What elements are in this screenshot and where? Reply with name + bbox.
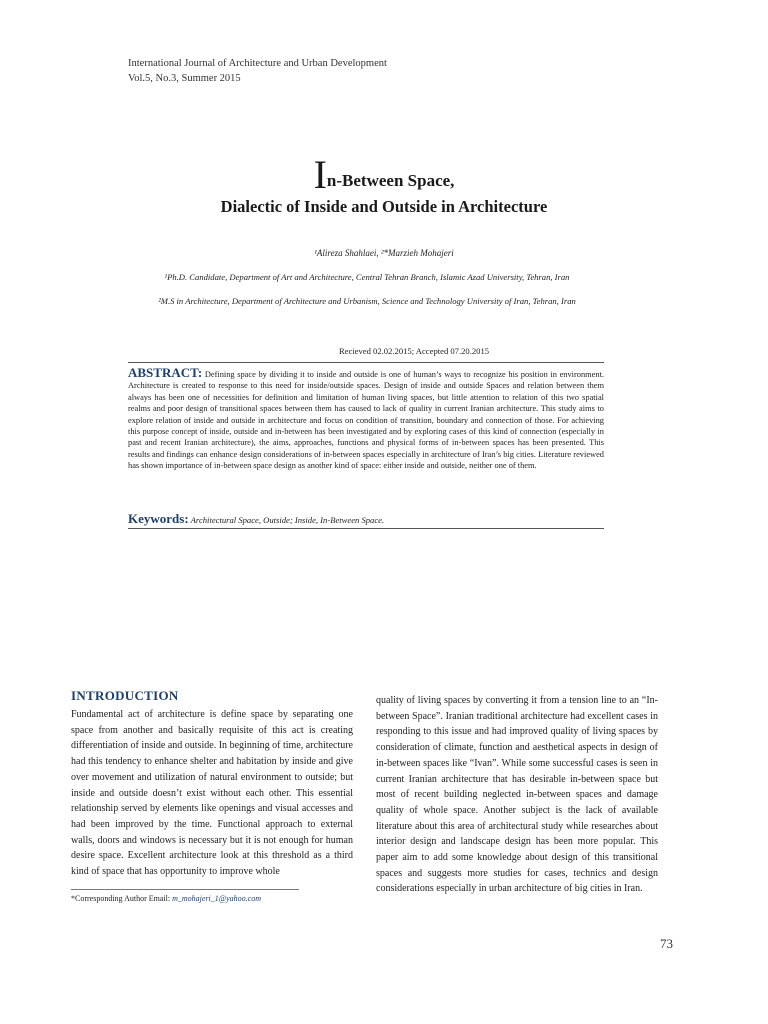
- title-drop-cap: I: [313, 152, 327, 197]
- authors: ¹Alireza Shahlaei, ²*Marzieh Mohajeri: [314, 248, 454, 258]
- keywords-label: Keywords:: [128, 511, 189, 526]
- body-column-left: Fundamental act of architecture is define space by separating one space from another and basically requisite of this act is creating differentiation of inside and outside. In beginning of time, architecture had this tendency to enhance shelter and habitation by inside and give over movement and utilization of natural environment to outside; but inside and outside doesn’t exist without each other. This essential relationship served by elements like openings and visual accesses and had been improved by the time. Functional approach to external walls, doors and windows is necessary but it is not enough for human desire space. Excellent architecture look at this threshold as a third kind of space that has opportunity to improve whole: [71, 709, 353, 878]
- volume-info: Vol.5, No.3, Summer 2015: [128, 73, 241, 84]
- received-accepted-dates: Recieved 02.02.2015; Accepted 07.20.2015: [338, 346, 490, 356]
- abstract: [128, 367, 604, 472]
- corresponding-email-link[interactable]: m_mohajeri_1@yahoo.com: [172, 894, 262, 903]
- affiliation-2: ²M.S in Architecture, Department of Architecture and Urbanism, Science and Technology University of Iran, Tehran, Iran: [158, 296, 576, 306]
- footnote-label: *Corresponding Author Email:: [71, 894, 173, 903]
- paper-title: [128, 152, 640, 219]
- keywords-bottom-rule: [128, 528, 604, 529]
- abstract-label: ABSTRACT:: [128, 365, 203, 380]
- page-number: 73: [660, 936, 673, 951]
- keywords-text: Architectural Space, Outside; Inside, In-Between Space.: [190, 515, 385, 525]
- keywords: [128, 511, 604, 527]
- footnote-rule: [71, 889, 299, 890]
- abstract-top-rule: [128, 362, 604, 363]
- title-line-1: [128, 152, 640, 197]
- affiliation-1: ¹Ph.D. Candidate, Department of Art and Architecture, Central Tehran Branch, Islamic Azad University, Tehran, Iran: [164, 272, 570, 282]
- title-line-1-rest: n-Between Space,: [326, 171, 455, 190]
- abstract-text: Defining space by dividing it to inside and outside is one of human’s ways to recognize his position in environment. Architecture is created to response to this need for inside/outside spaces. Design of inside and outside Spaces and relation between them always has been one of necessities for definition and limitation of human living spaces, but little attention to relation of this two spatial realms and poor design of transitional spaces between them has caused to lack of quality in current Iranian architecture. This study aims to explore relation of inside and outside in architecture and focus on condition of transition, boundary and connection of those. For achieving this purpose concept of inside, outside and in-between has been investigated and by exploring cases of this kind of connection (especially in past and recent Iranian architecture), the aims, approaches, functions and physical forms of in-between spaces has been presented. This results and findings can enhance design considerations of in-between spaces especially in architecture of Iran’s big cities. Literature reviewed has shown importance of in-between space design as another kind of space: either inside and outside, neither one of them.: [128, 370, 604, 471]
- title-line-2: Dialectic of Inside and Outside in Architecture: [220, 197, 548, 216]
- footnote: [71, 894, 261, 903]
- journal-header: [128, 56, 387, 86]
- journal-name: International Journal of Architecture and Urban Development: [128, 58, 387, 69]
- introduction-heading: INTRODUCTION: [71, 688, 179, 703]
- body-column-right: quality of living spaces by converting it from a tension line to an “In-between Space”. Iranian traditional architecture had excellent cases in responding to this issue and had improved quality of living spaces by consideration of climate, function and aesthetical aspects in design of in-between spaces like “Ivan”. While some successful cases is seen in current Iranian architecture that has desirable in-between space but most of recent building neglected in-between spaces and damage quality of whole space. Another subject is the lack of available literature about this area of architectural study while researches about interior design and landscape design has been more popular. This paper aim to add some knowledge about design of this transitional spaces and suggests more studies for cases, technics and design considerations especially in urban architecture of big cities in Iran.: [376, 695, 658, 895]
